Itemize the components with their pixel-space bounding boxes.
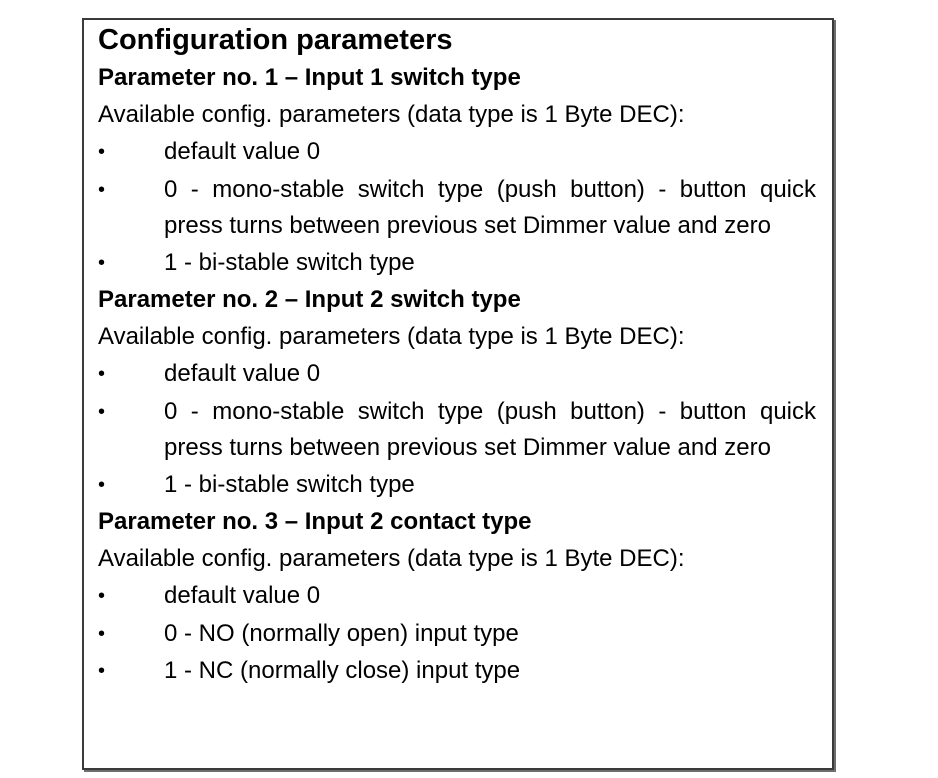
bullet-list — [98, 578, 816, 690]
bullet-icon: • — [98, 363, 106, 385]
list-item — [98, 578, 816, 615]
bullet-icon: • — [98, 660, 106, 682]
available-params-text: Available config. parameters (data type is 1 Byte DEC): — [98, 545, 685, 572]
list-item-text: 0 - mono-stable switch type (push button) - button quick press turns between previous set Dimmer value and zero — [164, 175, 816, 239]
bullet-icon: • — [98, 251, 106, 274]
parameter-section-2 — [98, 282, 816, 503]
bullet-icon: • — [98, 622, 106, 645]
parameter-section-1 — [98, 60, 816, 281]
parameter-heading: Parameter no. 1 – Input 1 switch type — [98, 64, 521, 91]
list-item — [98, 172, 816, 245]
list-item-text: default value 0 — [164, 582, 321, 609]
available-params-text: Available config. parameters (data type is 1 Byte DEC): — [98, 101, 685, 128]
parameter-heading: Parameter no. 2 – Input 2 switch type — [98, 286, 521, 313]
list-item-text: 1 - NC (normally close) input type — [164, 657, 521, 684]
list-item-text: 1 - bi-stable switch type — [164, 248, 415, 276]
document-box — [82, 18, 834, 770]
parameter-heading: Parameter no. 3 – Input 2 contact type — [98, 508, 532, 535]
list-item — [98, 134, 816, 171]
list-item — [98, 245, 816, 282]
list-item — [98, 394, 816, 467]
bullet-list — [98, 134, 816, 281]
bullet-icon: • — [98, 400, 106, 423]
parameter-section-3 — [98, 504, 816, 690]
list-item — [98, 616, 816, 653]
page-title: Configuration parameters — [98, 24, 453, 56]
bullet-icon: • — [98, 178, 106, 201]
list-item-text: default value 0 — [164, 360, 321, 387]
list-item — [98, 653, 816, 690]
bullet-icon: • — [98, 585, 106, 607]
list-item-text: 1 - bi-stable switch type — [164, 470, 415, 498]
bullet-list — [98, 356, 816, 503]
available-params-text: Available config. parameters (data type is 1 Byte DEC): — [98, 323, 685, 350]
list-item-text: 0 - NO (normally open) input type — [164, 619, 519, 647]
document-content — [98, 22, 816, 691]
list-item — [98, 467, 816, 504]
bullet-icon: • — [98, 473, 106, 496]
list-item-text: default value 0 — [164, 138, 321, 165]
list-item-text: 0 - mono-stable switch type (push button) - button quick press turns between previous set Dimmer value and zero — [164, 397, 816, 461]
bullet-icon: • — [98, 141, 106, 163]
list-item — [98, 356, 816, 393]
